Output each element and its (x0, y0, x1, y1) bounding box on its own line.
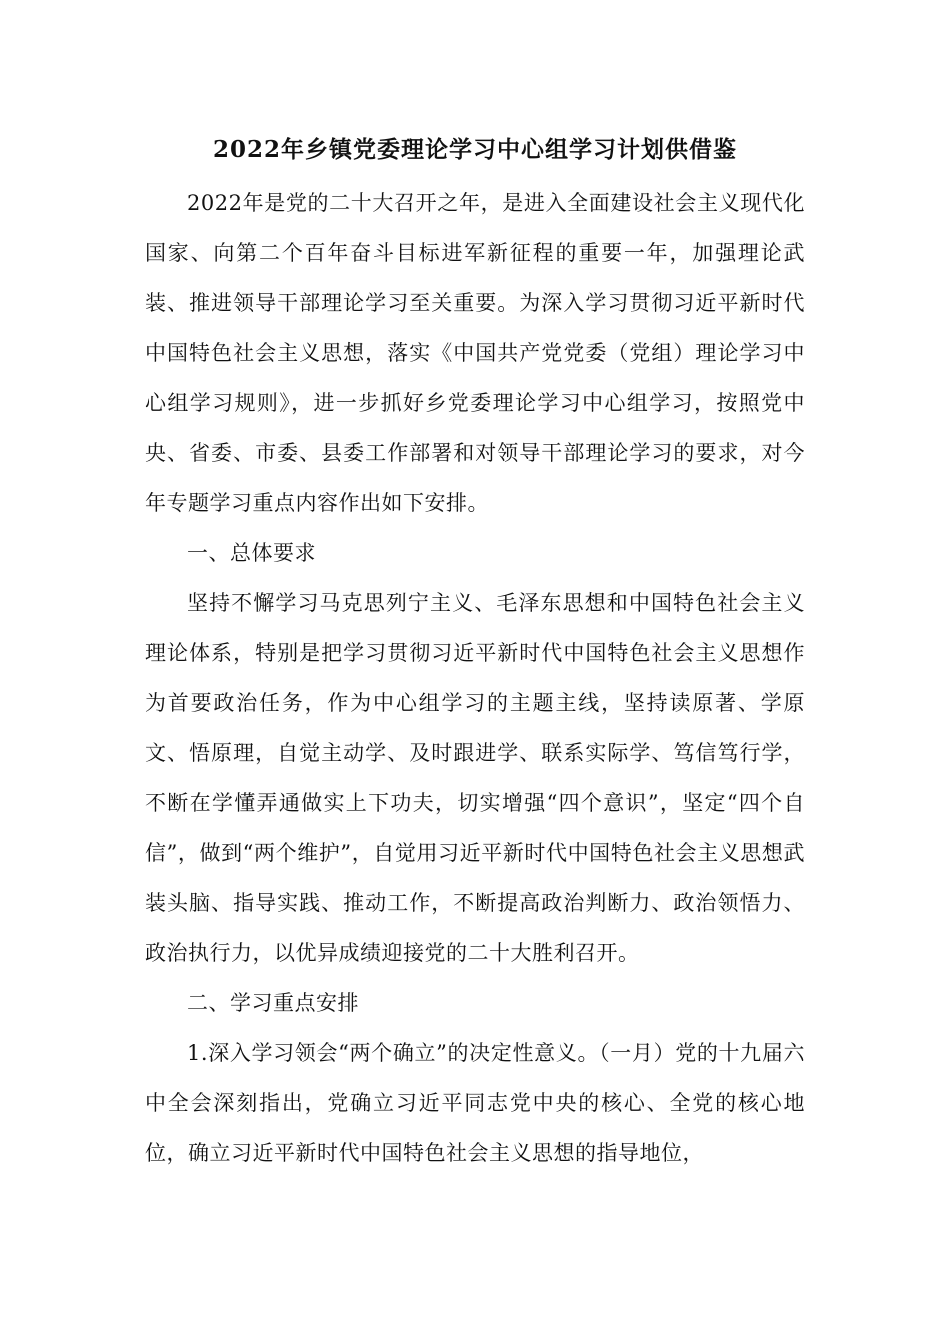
intro-paragraph: 2022年是党的二十大召开之年，是进入全面建设社会主义现代化国家、向第二个百年奋斗目标进军新征程的重要一年，加强理论武装、推进领导干部理论学习至关重要。为深入学习贯彻习近平新时代中国特色社会主义思想，落实《中国共产党党委（党组）理论学习中心组学习规则》，进一步抓好乡党委理论学习中心组学习，按照党中央、省委、市委、县委工作部署和对领导干部理论学习的要求，对今年专题学习重点内容作出如下安排。 (145, 191, 805, 515)
section-heading-general-requirements: 一、总体要求 (187, 541, 316, 565)
section-paragraph-general-requirements: 坚持不懈学习马克思列宁主义、毛泽东思想和中国特色社会主义理论体系，特别是把学习贯彻习近平新时代中国特色社会主义思想作为首要政治任务，作为中心组学习的主题主线，坚持读原著、学原文、悟原理，自觉主动学、及时跟进学、联系实际学、笃信笃行学，不断在学懂弄通做实上下功夫，切实增强“四个意识”，坚定“四个自信”，做到“两个维护”，自觉用习近平新时代中国特色社会主义思想武装头脑、指导实践、推动工作，不断提高政治判断力、政治领悟力、政治执行力，以优异成绩迎接党的二十大胜利召开。 (145, 591, 805, 965)
document-title: 2022年乡镇党委理论学习中心组学习计划供借鉴 (212, 136, 737, 163)
section-heading-study-focus: 二、学习重点安排 (187, 991, 359, 1015)
document-page (145, 128, 805, 1178)
study-item-1: 1.深入学习领会“两个确立”的决定性意义。（一月）党的十九届六中全会深刻指出，党确立习近平同志党中央的核心、全党的核心地位，确立习近平新时代中国特色社会主义思想的指导地位， (145, 1041, 805, 1165)
